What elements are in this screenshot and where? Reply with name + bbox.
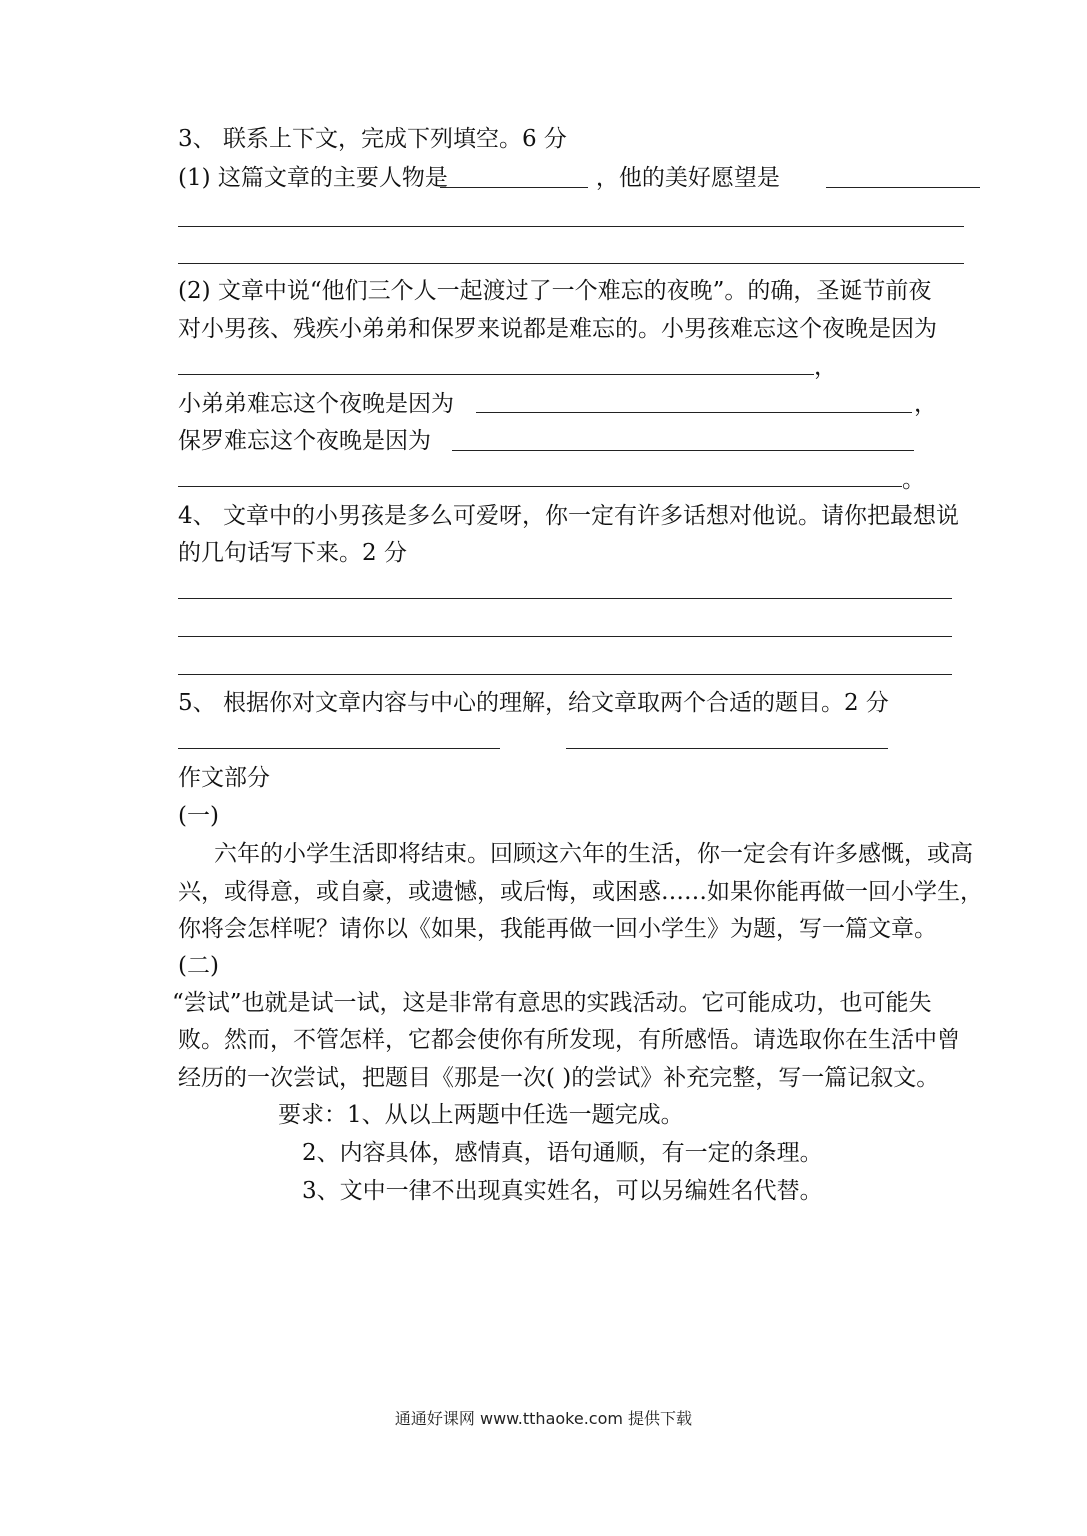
answer-line[interactable] (178, 226, 964, 227)
q3-wish-underline[interactable] (826, 187, 980, 188)
q5-title-blank-2[interactable] (566, 748, 888, 749)
q3-brother-reason-underline[interactable] (476, 412, 912, 413)
q3-heading: 3、 联系上下文，完成下列填空。6 分 (178, 126, 567, 152)
composition-option2-line2: 败。然而，不管怎样，它都会使你有所发现，有所感悟。请选取你在生活中曾 (178, 1027, 960, 1053)
q3-paul-reason-underline-2[interactable] (178, 486, 902, 487)
composition-option1-line2: 兴，或得意，或自豪，或遗憾，或后悔，或困惑……如果你能再做一回小学生， (178, 879, 983, 905)
q3-brother-line (178, 386, 1038, 422)
q5-line1: 5、 根据你对文章内容与中心的理解，给文章取两个合适的题目。2 分 (178, 690, 889, 716)
footer-credit: 通通好课网 www.tthaoke.com 提供下载 (394, 1409, 693, 1428)
answer-line[interactable] (178, 598, 952, 599)
composition-option1-line1: 六年的小学生活即将结束。回顾这六年的生活，你一定会有许多感慨，或高 (214, 841, 973, 867)
composition-heading: 作文部分 (178, 765, 270, 791)
q3-main-character-underline (440, 187, 588, 188)
requirement-3: 3、文中一律不出现真实姓名，可以另编姓名代替。 (302, 1178, 823, 1204)
q3-part1-line (178, 160, 1038, 196)
requirement-1: 要求：1、从以上两题中任选一题完成。 (278, 1102, 684, 1128)
q3-comma-2: ， (914, 391, 937, 417)
answer-line[interactable] (178, 674, 952, 675)
q3-paul-text: 保罗难忘这个夜晚是因为 (178, 428, 431, 454)
q3-part1-text-b: ，他的美好愿望是 (595, 165, 780, 191)
q3-part2-line2: 对小男孩、残疾小弟弟和保罗来说都是难忘的。小男孩难忘这个夜晚是因为 (178, 316, 937, 342)
composition-option2-label: (二) (178, 953, 219, 979)
q4-line1: 4、 文章中的小男孩是多么可爱呀，你一定有许多话想对他说。请你把最想说 (178, 503, 959, 529)
q3-part2-line1: (2) 文章中说“他们三个人一起渡过了一个难忘的夜晚”。的确，圣诞节前夜 (178, 278, 932, 304)
q3-period: 。 (902, 467, 925, 493)
answer-line[interactable] (178, 263, 964, 264)
q3-boy-reason-underline[interactable] (178, 374, 814, 375)
composition-option2-line3: 经历的一次尝试，把题目《那是一次( )的尝试》补充完整，写一篇记叙文。 (178, 1065, 940, 1091)
composition-option1-line3: 你将会怎样呢？请你以《如果，我能再做一回小学生》为题，写一篇文章。 (178, 916, 937, 942)
q3-paul-line (178, 423, 1038, 459)
q3-brother-text: 小弟弟难忘这个夜晚是因为 (178, 391, 454, 417)
q5-title-blank-1[interactable] (178, 748, 500, 749)
q3-paul-reason-underline[interactable] (452, 450, 914, 451)
q4-line2: 的几句话写下来。2 分 (178, 540, 407, 566)
requirement-2: 2、内容具体，感情真，语句通顺，有一定的条理。 (302, 1140, 823, 1166)
q3-part1-text-a: (1) 这篇文章的主要人物是 (178, 165, 448, 191)
answer-line[interactable] (178, 636, 952, 637)
composition-option1-label: (一) (178, 803, 219, 829)
q3-comma-1: ， (814, 354, 837, 380)
composition-option2-line1: “尝试”也就是试一试，这是非常有意思的实践活动。它可能成功，也可能失 (172, 990, 932, 1016)
